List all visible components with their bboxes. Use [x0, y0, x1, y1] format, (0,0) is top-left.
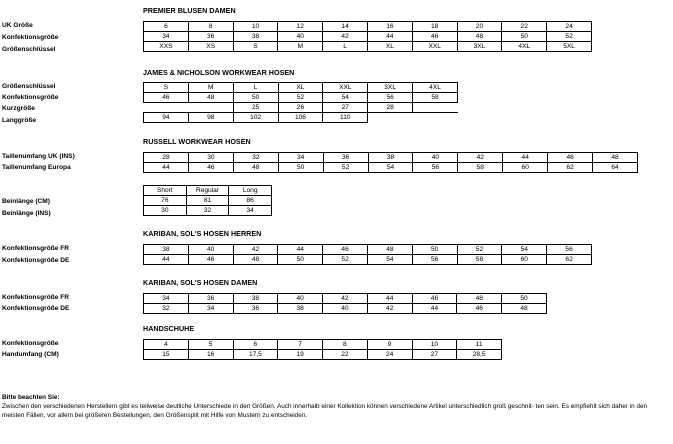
table-cell: 62: [547, 255, 592, 265]
table-cell: 32: [186, 206, 229, 216]
row-label: Handumfang (CM): [2, 351, 59, 358]
table-cell: L: [323, 42, 368, 52]
table-cell: 48: [188, 93, 233, 103]
table-row: [144, 186, 272, 196]
table-cell: 64: [593, 163, 638, 173]
table-cell: 38: [144, 245, 189, 255]
table-cell: 11: [457, 340, 502, 350]
table-row: [144, 83, 458, 93]
table-cell: 3XL: [457, 42, 502, 52]
table-cell: XXL: [412, 42, 457, 52]
row-label: UK Größe: [2, 22, 33, 29]
table-row: [144, 206, 272, 216]
table-row: [144, 93, 458, 103]
table-russell-lengths: [143, 185, 272, 216]
row-label: Größenschlüssel: [2, 46, 56, 53]
table-cell: 12: [278, 22, 323, 32]
table-cell: 46: [144, 93, 189, 103]
table-cell: 42: [233, 245, 278, 255]
table-cell: 44: [412, 304, 457, 314]
table-cell: 24: [547, 22, 592, 32]
table-cell: 28: [144, 153, 189, 163]
row-label: Konfektionsgröße FR: [2, 245, 70, 252]
table-cell: 40: [323, 304, 368, 314]
table-cell: 40: [188, 245, 233, 255]
table-cell: 36: [233, 304, 278, 314]
table-james: [143, 82, 458, 123]
table-cell: 48: [457, 294, 502, 304]
table-cell: 34: [188, 304, 233, 314]
section-title-james: JAMES & NICHOLSON WORKWEAR HOSEN: [143, 68, 295, 77]
table-cell: 58: [457, 255, 502, 265]
table-cell: 22: [502, 22, 547, 32]
row-label: Konfektionsgröße: [2, 94, 59, 101]
table-cell: 32: [233, 153, 278, 163]
table-cell: 46: [188, 255, 233, 265]
table-cell: 52: [278, 93, 323, 103]
table-cell: XL: [367, 42, 412, 52]
table-row: [144, 163, 638, 173]
table-cell: Regular: [186, 186, 229, 196]
table-cell: 56: [368, 93, 413, 103]
table-row: [144, 32, 592, 42]
table-row: [144, 294, 547, 304]
table-cell: 40: [278, 32, 323, 42]
table-cell: 94: [144, 113, 189, 123]
row-label: Kurzgröße: [2, 105, 35, 112]
table-cell: 28,5: [457, 350, 502, 360]
table-cell: 38: [368, 153, 413, 163]
note-title: Bitte beachten Sie:: [2, 394, 60, 401]
disclaimer-note: [2, 393, 666, 420]
table-cell: 52: [547, 32, 592, 42]
table-kariban-herren: [143, 244, 592, 265]
table-cell: 4: [144, 340, 189, 350]
table-cell: 54: [367, 255, 412, 265]
table-cell: 17,5: [233, 350, 278, 360]
table-cell: 9: [367, 340, 412, 350]
table-cell: 20: [457, 22, 502, 32]
section-title-kariban-herren: KARIBAN, SOL'S HOSEN HERREN: [143, 229, 262, 238]
section-title-handschuhe: HANDSCHUHE: [143, 324, 195, 333]
table-cell: 7: [278, 340, 323, 350]
table-cell: 14: [323, 22, 368, 32]
table-cell: 36: [188, 294, 233, 304]
table-handschuhe: [143, 339, 502, 360]
table-cell: 4XL: [502, 42, 547, 52]
table-cell: 50: [233, 93, 278, 103]
table-row: [144, 255, 592, 265]
table-cell: 34: [229, 206, 272, 216]
table-cell: 46: [323, 245, 368, 255]
table-cell: 44: [278, 245, 323, 255]
table-cell: 27: [412, 350, 457, 360]
table-cell: 60: [503, 163, 548, 173]
table-cell: 40: [278, 294, 323, 304]
row-label: Beinlänge (CM): [2, 198, 50, 205]
table-cell: 48: [233, 255, 278, 265]
table-cell: 48: [233, 163, 278, 173]
table-row: [144, 304, 547, 314]
row-label: Konfektionsgröße DE: [2, 257, 70, 264]
table-cell: 50: [278, 255, 323, 265]
table-cell: 46: [548, 153, 593, 163]
row-label: Konfektionsgröße: [2, 340, 59, 347]
table-row: [144, 153, 638, 163]
table-cell: 18: [412, 22, 457, 32]
table-cell: 42: [367, 304, 412, 314]
table-cell: 48: [593, 153, 638, 163]
table-cell: 38: [233, 294, 278, 304]
table-cell: 6: [144, 22, 189, 32]
table-cell: 50: [278, 163, 323, 173]
table-cell: 98: [188, 113, 233, 123]
table-cell: 24: [367, 350, 412, 360]
table-cell: 34: [144, 32, 189, 42]
table-cell: 50: [502, 32, 547, 42]
table-cell: 8: [323, 340, 368, 350]
table-cell: 3XL: [368, 83, 413, 93]
row-label: Beinlänge (INS): [2, 210, 51, 217]
table-row: [144, 42, 592, 52]
table-cell: 62: [548, 163, 593, 173]
table-cell: XXS: [144, 42, 189, 52]
table-row: [144, 22, 592, 32]
table-cell: XS: [188, 42, 233, 52]
table-cell: 10: [233, 22, 278, 32]
table-cell: 46: [457, 304, 502, 314]
table-cell: 54: [502, 245, 547, 255]
table-cell: 34: [278, 153, 323, 163]
table-cell: 110: [323, 113, 368, 123]
table-cell: XXL: [323, 83, 368, 93]
table-cell: 86: [229, 196, 272, 206]
table-cell: M: [188, 83, 233, 93]
row-label: Taillenumfang UK (INS): [2, 153, 75, 160]
table-cell: 32: [144, 304, 189, 314]
table-row: [144, 245, 592, 255]
table-cell: 27: [323, 103, 368, 113]
table-cell: 5: [188, 340, 233, 350]
section-title-premier: PREMIER BLUSEN DAMEN: [143, 6, 236, 15]
table-cell: [188, 103, 233, 113]
table-cell: [413, 103, 458, 113]
table-cell: 44: [367, 294, 412, 304]
table-cell: Long: [229, 186, 272, 196]
table-cell: Short: [144, 186, 187, 196]
row-label: Langgröße: [2, 117, 37, 124]
table-cell: 50: [412, 245, 457, 255]
row-label: Größenschlüssel: [2, 83, 56, 90]
row-label: Konfektionsgröße FR: [2, 294, 70, 301]
table-cell: 48: [367, 245, 412, 255]
table-cell: 36: [188, 32, 233, 42]
table-russell: [143, 152, 638, 173]
table-cell: 58: [413, 93, 458, 103]
table-row: [144, 340, 502, 350]
table-cell: 46: [188, 163, 233, 173]
table-cell: 52: [323, 163, 368, 173]
table-cell: 8: [188, 22, 233, 32]
section-title-kariban-damen: KARIBAN, SOL'S HOSEN DAMEN: [143, 278, 258, 287]
note-text: Zwischen den verschiedenen Herstellern gibt es teilweise deutliche Unterschiede in den Größen. Auch innerhalb einer Kollektion können verschiedene Artikel unterschiedlich groß geschnit- ten sein. Es empfiehlt sich daher in den meisten Fällen, vor allem bei größeren Bestellungen, den Größensplit mit Hilfe von Mustern zu entscheiden.: [2, 403, 648, 419]
table-cell: 30: [188, 153, 233, 163]
table-cell: 48: [502, 304, 547, 314]
table-cell: 5XL: [547, 42, 592, 52]
table-cell: 15: [144, 350, 189, 360]
table-row: [144, 103, 458, 113]
table-cell: 6: [233, 340, 278, 350]
table-premier: [143, 21, 592, 52]
section-title-russell: RUSSELL WORKWEAR HOSEN: [143, 137, 251, 146]
table-cell: 25: [233, 103, 278, 113]
table-cell: 56: [412, 255, 457, 265]
table-row: [144, 196, 272, 206]
table-cell: S: [233, 42, 278, 52]
table-cell: 46: [412, 32, 457, 42]
table-cell: [144, 103, 189, 113]
table-cell: 102: [233, 113, 278, 123]
table-cell: 10: [412, 340, 457, 350]
table-cell: 81: [186, 196, 229, 206]
table-cell: 28: [368, 103, 413, 113]
table-cell: 54: [368, 163, 413, 173]
table-cell: 34: [144, 294, 189, 304]
table-cell: 30: [144, 206, 187, 216]
table-cell: 16: [188, 350, 233, 360]
row-label: Konfektionsgröße: [2, 34, 59, 41]
table-cell: 16: [367, 22, 412, 32]
table-cell: 52: [323, 255, 368, 265]
table-cell: 56: [413, 163, 458, 173]
table-kariban-damen: [143, 293, 547, 314]
table-cell: S: [144, 83, 189, 93]
row-label: Konfektionsgröße DE: [2, 305, 70, 312]
table-cell: XL: [278, 83, 323, 93]
table-cell: [368, 113, 413, 123]
row-label: Taillenumfang Europa: [2, 164, 71, 171]
table-cell: 52: [457, 245, 502, 255]
table-cell: 48: [457, 32, 502, 42]
table-cell: 38: [278, 304, 323, 314]
table-cell: 26: [278, 103, 323, 113]
table-cell: 58: [458, 163, 503, 173]
table-cell: 44: [367, 32, 412, 42]
table-cell: 36: [323, 153, 368, 163]
table-cell: 56: [547, 245, 592, 255]
table-row: [144, 113, 458, 123]
table-cell: 42: [323, 294, 368, 304]
table-cell: 54: [323, 93, 368, 103]
table-cell: 4XL: [413, 83, 458, 93]
table-row: [144, 350, 502, 360]
table-cell: 44: [503, 153, 548, 163]
table-cell: 50: [502, 294, 547, 304]
table-cell: 38: [233, 32, 278, 42]
table-cell: 44: [144, 255, 189, 265]
table-cell: 60: [502, 255, 547, 265]
table-cell: 42: [458, 153, 503, 163]
table-cell: 40: [413, 153, 458, 163]
table-cell: 22: [323, 350, 368, 360]
table-cell: L: [233, 83, 278, 93]
table-cell: 42: [323, 32, 368, 42]
table-cell: M: [278, 42, 323, 52]
table-cell: 76: [144, 196, 187, 206]
table-cell: 44: [144, 163, 189, 173]
table-cell: [413, 113, 458, 123]
table-cell: 46: [412, 294, 457, 304]
table-cell: 19: [278, 350, 323, 360]
table-cell: 106: [278, 113, 323, 123]
